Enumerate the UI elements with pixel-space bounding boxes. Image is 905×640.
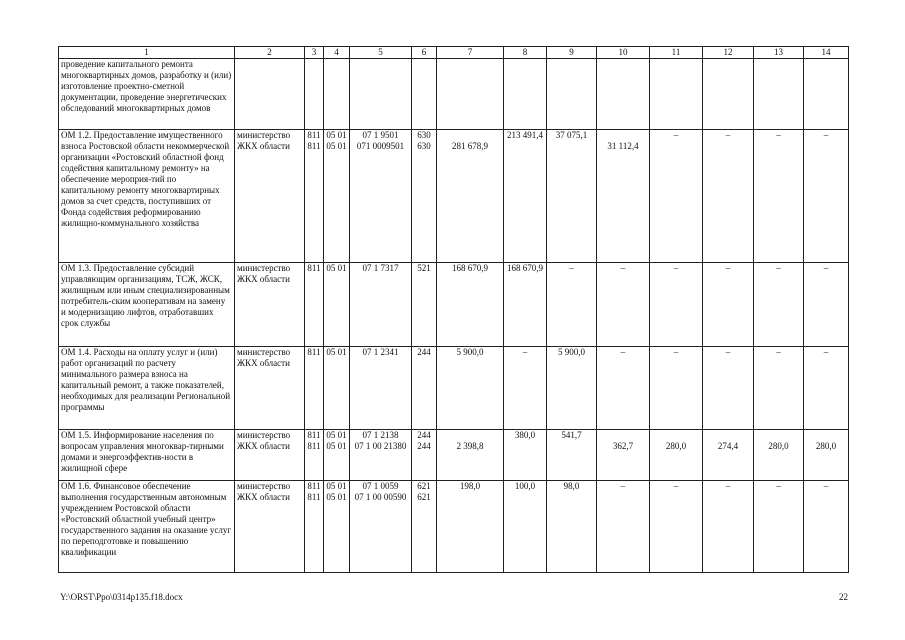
- code-cell-c3: [305, 430, 324, 481]
- code-value: 621: [417, 481, 431, 491]
- amount-value: –: [620, 347, 626, 357]
- code-value: 07 1 9501: [362, 130, 399, 140]
- table-row: [59, 430, 849, 481]
- code-value: 621: [417, 492, 431, 502]
- amount-value: 2 398,8: [456, 441, 484, 451]
- amount-cell-c9: [547, 130, 597, 263]
- code-cell-c6: [412, 481, 437, 573]
- code-cell-c4: [324, 130, 350, 263]
- amount-cell-c7: [437, 481, 504, 573]
- code-value: 811: [307, 441, 321, 451]
- amount-cell-c7: [437, 430, 504, 481]
- amount-value: –: [823, 347, 829, 357]
- amount-cell-c9: [547, 59, 597, 130]
- amount-cell-c14: [804, 59, 849, 130]
- file-path: Y:\ORST\Ppo\0314p135.f18.docx: [60, 592, 183, 602]
- amount-value: –: [673, 130, 679, 140]
- row-organization: министерство ЖКХ области: [235, 130, 305, 263]
- amount-cell-c13: [754, 481, 804, 573]
- row-description: ОМ 1.5. Информирование населения по вопросам управления многоквар-тирными домами и энергоэффектив-ности в жилищной сфере: [59, 430, 235, 481]
- column-header: 13: [754, 47, 804, 59]
- row-organization: министерство ЖКХ области: [235, 481, 305, 573]
- column-header: 9: [547, 47, 597, 59]
- table-row: [59, 263, 849, 347]
- code-value: 630: [417, 141, 431, 151]
- column-header: 1: [59, 47, 235, 59]
- code-cell-c5: [350, 430, 412, 481]
- code-value: 244: [417, 347, 431, 357]
- column-header: 5: [350, 47, 412, 59]
- code-value: 630: [417, 130, 431, 140]
- amount-cell-c14: [804, 430, 849, 481]
- amount-value: –: [673, 481, 679, 491]
- table-row: [59, 130, 849, 263]
- amount-value: 100,0: [514, 481, 536, 491]
- page-number: 22: [839, 592, 848, 602]
- column-header: 8: [504, 47, 547, 59]
- amount-cell-c8: [504, 263, 547, 347]
- amount-value: 198,0: [459, 481, 481, 491]
- code-cell-c3: [305, 263, 324, 347]
- code-value: 521: [417, 263, 431, 273]
- code-cell-c5: [350, 59, 412, 130]
- code-value: 05 01: [326, 430, 347, 440]
- amount-cell-c7: [437, 263, 504, 347]
- amount-value: –: [725, 263, 731, 273]
- amount-value: 280,0: [815, 441, 837, 451]
- code-cell-c5: [350, 347, 412, 430]
- code-cell-c3: [305, 347, 324, 430]
- code-value: 07 1 0059: [362, 481, 399, 491]
- amount-value: –: [620, 481, 626, 491]
- amount-cell-c10: [597, 130, 650, 263]
- amount-value: –: [569, 263, 574, 273]
- header-row: [59, 47, 849, 59]
- column-header: 14: [804, 47, 849, 59]
- code-value: 07 1 00 00590: [354, 492, 407, 502]
- amount-cell-c7: [437, 347, 504, 430]
- column-header: 11: [650, 47, 703, 59]
- code-value: 811: [307, 347, 321, 357]
- code-value: 811: [307, 492, 321, 502]
- code-cell-c6: [412, 263, 437, 347]
- code-value: 07 1 2138: [362, 430, 399, 440]
- amount-cell-c12: [703, 430, 754, 481]
- amount-value: 281 678,9: [452, 141, 488, 151]
- amount-value: 31 112,4: [607, 141, 639, 151]
- amount-cell-c10: [597, 59, 650, 130]
- code-cell-c6: [412, 130, 437, 263]
- code-value: 07 1 00 21380: [354, 441, 407, 451]
- table-row: [59, 481, 849, 573]
- amount-value: 362,7: [612, 441, 634, 451]
- code-value: 05 01: [326, 263, 347, 273]
- row-organization: [235, 59, 305, 130]
- amount-value: 168 670,9: [452, 263, 488, 273]
- amount-value: –: [823, 263, 829, 273]
- row-organization: министерство ЖКХ области: [235, 347, 305, 430]
- amount-value: –: [823, 481, 829, 491]
- table-row: [59, 59, 849, 130]
- row-organization: министерство ЖКХ области: [235, 430, 305, 481]
- amount-cell-c13: [754, 263, 804, 347]
- code-value: 811: [307, 141, 321, 151]
- amount-value: –: [673, 263, 679, 273]
- amount-cell-c11: [650, 59, 703, 130]
- code-cell-c6: [412, 347, 437, 430]
- code-cell-c3: [305, 481, 324, 573]
- amount-cell-c8: [504, 430, 547, 481]
- amount-cell-c13: [754, 130, 804, 263]
- amount-cell-c11: [650, 430, 703, 481]
- amount-cell-c10: [597, 430, 650, 481]
- amount-cell-c10: [597, 481, 650, 573]
- amount-value: –: [725, 481, 731, 491]
- row-organization: министерство ЖКХ области: [235, 263, 305, 347]
- amount-value: 280,0: [665, 441, 687, 451]
- amount-cell-c12: [703, 130, 754, 263]
- code-cell-c4: [324, 347, 350, 430]
- budget-table: [58, 46, 849, 573]
- amount-value: 5 900,0: [558, 347, 585, 357]
- column-header: 6: [412, 47, 437, 59]
- amount-cell-c12: [703, 263, 754, 347]
- amount-cell-c12: [703, 481, 754, 573]
- code-value: 05 01: [326, 492, 347, 502]
- column-header: 7: [437, 47, 504, 59]
- code-value: 811: [307, 130, 321, 140]
- amount-cell-c13: [754, 430, 804, 481]
- amount-cell-c11: [650, 347, 703, 430]
- amount-cell-c10: [597, 263, 650, 347]
- code-cell-c6: [412, 430, 437, 481]
- code-value: 05 01: [326, 130, 347, 140]
- amount-value: 37 075,1: [555, 130, 588, 140]
- amount-value: 213 491,4: [507, 130, 543, 140]
- amount-cell-c9: [547, 430, 597, 481]
- amount-cell-c13: [754, 347, 804, 430]
- amount-value: –: [673, 347, 679, 357]
- amount-value: –: [776, 263, 781, 273]
- code-cell-c3: [305, 130, 324, 263]
- amount-cell-c9: [547, 263, 597, 347]
- code-value: 07 1 7317: [362, 263, 399, 273]
- code-cell-c5: [350, 263, 412, 347]
- amount-cell-c8: [504, 347, 547, 430]
- code-cell-c5: [350, 130, 412, 263]
- code-value: 811: [307, 481, 321, 491]
- code-cell-c3: [305, 59, 324, 130]
- amount-cell-c7: [437, 130, 504, 263]
- amount-cell-c10: [597, 347, 650, 430]
- code-cell-c4: [324, 59, 350, 130]
- amount-value: –: [776, 130, 781, 140]
- amount-cell-c14: [804, 263, 849, 347]
- code-value: 05 01: [326, 441, 347, 451]
- amount-cell-c9: [547, 481, 597, 573]
- code-value: 05 01: [326, 347, 347, 357]
- amount-value: –: [522, 347, 528, 357]
- row-description: ОМ 1.2. Предоставление имущественного взноса Ростовской области некоммерческой организации «Ростовский областной фонд содействия капитальному ремонту» на обеспечение мероприя-тий по капитальному ремонту многоквартирных домов за счет средств, поступивших от Фонда содействия реформированию жилищно-коммунального хозяйства: [59, 130, 235, 263]
- amount-value: 280,0: [768, 441, 789, 451]
- amount-value: –: [776, 481, 781, 491]
- code-value: 05 01: [326, 481, 347, 491]
- column-header: 3: [305, 47, 324, 59]
- amount-value: 541,7: [561, 430, 582, 440]
- amount-value: 380,0: [514, 430, 536, 440]
- code-cell-c4: [324, 481, 350, 573]
- amount-cell-c8: [504, 481, 547, 573]
- column-header: 4: [324, 47, 350, 59]
- amount-cell-c11: [650, 263, 703, 347]
- amount-cell-c8: [504, 130, 547, 263]
- code-cell-c4: [324, 263, 350, 347]
- code-value: 071 0009501: [356, 141, 405, 151]
- code-value: 811: [307, 430, 321, 440]
- amount-cell-c13: [754, 59, 804, 130]
- amount-cell-c8: [504, 59, 547, 130]
- code-value: 811: [307, 263, 321, 273]
- row-description: ОМ 1.3. Предоставление субсидий управляющим организациям, ТСЖ, ЖСК, жилищным или иным специализированным потребитель-ским кооперативам на замену и модернизацию лифтов, отработавших срок службы: [59, 263, 235, 347]
- amount-cell-c9: [547, 347, 597, 430]
- amount-cell-c7: [437, 59, 504, 130]
- amount-cell-c14: [804, 130, 849, 263]
- code-cell-c6: [412, 59, 437, 130]
- amount-value: 98,0: [563, 481, 580, 491]
- row-description: ОМ 1.6. Финансовое обеспечение выполнения государственным автономным учреждением Ростовской области «Ростовский областной учебный центр» государственного задания на оказание услуг по переподготовке и повышению квалификации: [59, 481, 235, 573]
- row-description: ОМ 1.4. Расходы на оплату услуг и (или) работ организаций по расчету минимального размера взноса на капитальный ремонт, а также показателей, необходимых для реализации Региональной программы: [59, 347, 235, 430]
- code-value: 244: [417, 430, 431, 440]
- code-value: 244: [417, 441, 431, 451]
- amount-value: –: [725, 347, 731, 357]
- amount-value: 5 900,0: [456, 347, 484, 357]
- code-cell-c5: [350, 481, 412, 573]
- amount-cell-c12: [703, 347, 754, 430]
- table-row: [59, 347, 849, 430]
- amount-cell-c11: [650, 481, 703, 573]
- column-header: 10: [597, 47, 650, 59]
- code-cell-c4: [324, 430, 350, 481]
- amount-cell-c11: [650, 130, 703, 263]
- amount-cell-c14: [804, 481, 849, 573]
- amount-cell-c14: [804, 347, 849, 430]
- code-value: 07 1 2341: [362, 347, 399, 357]
- table-body: [59, 59, 849, 573]
- code-value: 05 01: [326, 141, 347, 151]
- amount-value: –: [725, 130, 731, 140]
- amount-value: 168 670,9: [507, 263, 543, 273]
- amount-cell-c12: [703, 59, 754, 130]
- amount-value: 274,4: [717, 441, 739, 451]
- column-header: 2: [235, 47, 305, 59]
- amount-value: –: [823, 130, 829, 140]
- row-description: проведение капитального ремонта многоквартирных домов, разработку и (или) изготовление проектно-сметной документации, проведение энергетических обследований многоквартирных домов: [59, 59, 235, 130]
- amount-value: –: [620, 263, 626, 273]
- column-header: 12: [703, 47, 754, 59]
- amount-value: –: [776, 347, 781, 357]
